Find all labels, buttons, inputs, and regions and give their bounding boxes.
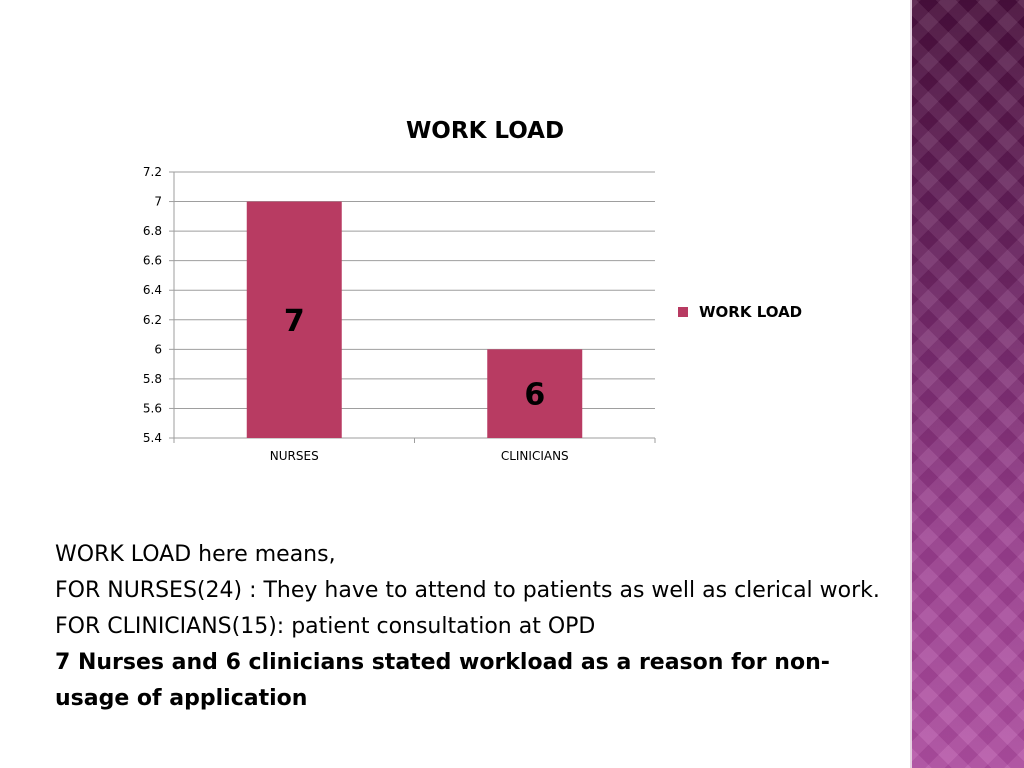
y-tick-label: 5.8 — [142, 371, 162, 386]
y-tick-label: 6.6 — [142, 253, 162, 268]
body-text — [55, 537, 895, 717]
y-tick-label: 6.2 — [142, 312, 162, 327]
x-tick-label: NURSES — [269, 449, 319, 463]
data-label: 7 — [283, 303, 305, 339]
legend-swatch — [678, 307, 688, 317]
body-line-clinicians: FOR CLINICIANS(15): patient consultation at OPD — [55, 614, 596, 639]
body-line-conclusion: 7 Nurses and 6 clinicians stated workload as a reason for non-usage of application — [55, 650, 830, 711]
x-tick-label: CLINICIANS — [500, 449, 569, 463]
y-tick-label: 6.4 — [142, 283, 162, 298]
y-tick-label: 7 — [154, 194, 162, 209]
body-line-nurses: FOR NURSES(24) : They have to attend to patients as well as clerical work. — [55, 578, 880, 603]
y-tick-label: 5.4 — [142, 431, 162, 445]
legend-label: WORK LOAD — [699, 303, 803, 321]
y-tick-label: 5.6 — [142, 401, 162, 416]
chart-legend — [678, 303, 802, 321]
y-tick-label: 6.8 — [142, 224, 162, 239]
y-tick-label: 6 — [154, 342, 162, 357]
y-tick-label: 7.2 — [142, 165, 162, 179]
chart-title: WORK LOAD — [405, 118, 565, 144]
body-line-definition: WORK LOAD here means, — [55, 542, 336, 567]
data-label: 6 — [524, 377, 546, 413]
